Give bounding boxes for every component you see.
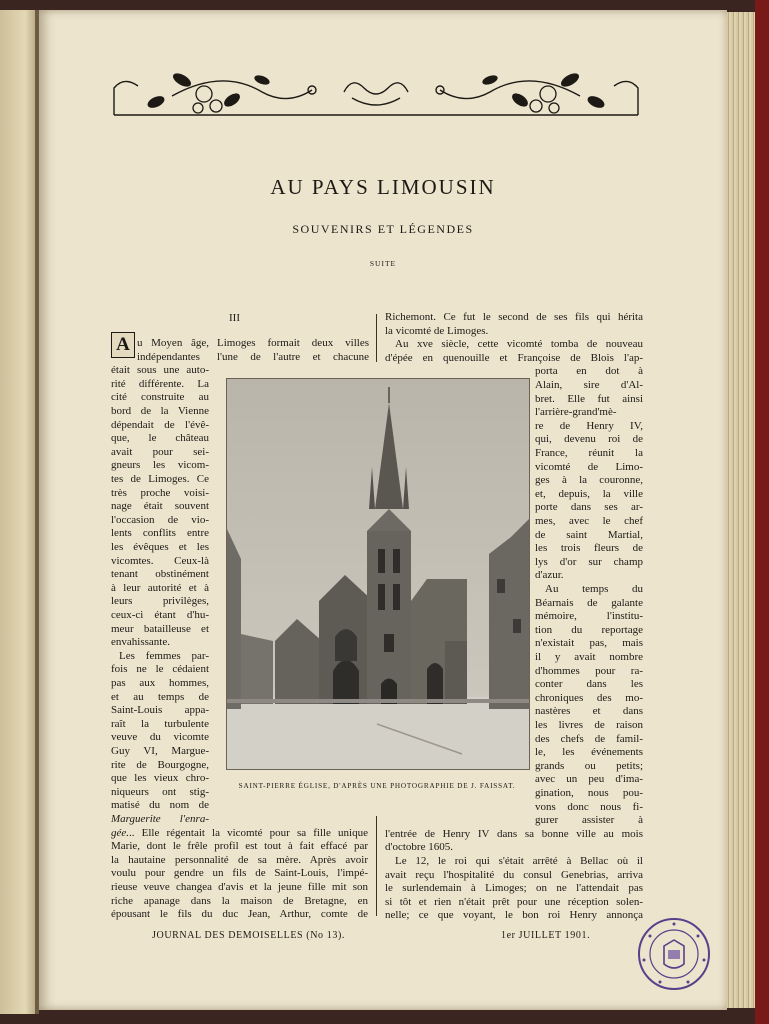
text-line: Les femmes par- xyxy=(119,649,209,662)
text-line: porta en dot à xyxy=(535,365,643,378)
text-line: les trois fleurs de xyxy=(535,542,643,555)
article-title: AU PAYS LIMOUSIN xyxy=(270,175,496,199)
text-line: envahissante. xyxy=(111,636,170,649)
text-line: que, le château xyxy=(111,432,209,445)
text-line: que les vieux chro- xyxy=(111,772,209,785)
text-line: chroniques des mo- xyxy=(535,691,643,704)
text-line: Guy VI, Margue- xyxy=(111,745,209,757)
text-line: vicomtes. Ceux-là xyxy=(111,554,209,567)
text-line: tion du reportage xyxy=(535,623,643,636)
text-line: avait pour sei- xyxy=(111,445,209,458)
text-line: vons donc nous fi- xyxy=(535,800,643,813)
drop-cap: A xyxy=(111,332,135,358)
text-line: qui, devenu roi de xyxy=(535,433,643,446)
text-line: bord de la Vienne xyxy=(111,405,209,417)
text-line: d'épée en quenouille et Françoise de Blois l'ap- xyxy=(385,351,643,364)
text-line: l'occasion de vio- xyxy=(111,513,209,526)
text-line: la hautaine personnalité de sa mère. Après avoir xyxy=(111,853,368,866)
text-line: Béarnais de galante xyxy=(535,596,643,609)
continuation-label: SUITE xyxy=(369,259,397,268)
text-line: Le 12, le roi qui s'était arrêté à Bellac où il xyxy=(395,855,643,867)
text-line: lents conflits entre xyxy=(111,527,209,540)
text-line: ceux-ci étant d'hu- xyxy=(111,609,209,621)
text-line: rité différente. La xyxy=(111,377,209,390)
text-line: avec un peu d'ima- xyxy=(535,773,643,786)
text-line: niqueurs ont stig- xyxy=(111,785,209,798)
text-line: la vicomté de Limoges. xyxy=(385,324,489,337)
text-line: Saint-Louis appa- xyxy=(111,704,209,717)
text-line: et, depuis, la ville xyxy=(535,487,643,500)
text-line: Marie, dont le frêle profil est tout à fait effacé par xyxy=(111,840,368,853)
text-line: l'entrée de Henry IV dans sa bonne ville au mois xyxy=(385,827,643,840)
column-rule-top xyxy=(376,314,377,362)
footer-journal-issue: JOURNAL DES DEMOISELLES (No 13). xyxy=(152,930,345,941)
text-line: il y avait nombre xyxy=(535,651,643,663)
text-line: nage était souvent xyxy=(111,500,209,513)
text-line: le, les événements xyxy=(535,746,643,759)
library-stamp xyxy=(636,916,712,992)
text-line: meur batailleuse et xyxy=(111,622,209,635)
text-line: et au temps de xyxy=(111,690,209,703)
text-line: lys d'or sur champ xyxy=(535,555,643,568)
text-line: Limoges formait deux villes xyxy=(217,337,369,349)
text-line: gination, nous pou- xyxy=(535,787,643,799)
text-line: d'hommes pour ra- xyxy=(535,664,643,677)
text-line: les évêques et les xyxy=(111,541,209,553)
text-line: rite de Bourgogne, xyxy=(111,758,209,771)
text-line: était sous une auto- xyxy=(111,364,209,377)
section-number: III xyxy=(229,312,240,324)
text-line: mes, avec le chef xyxy=(535,515,643,527)
footer-date: 1er JUILLET 1901. xyxy=(501,930,591,941)
text-line: u Moyen âge, xyxy=(137,337,209,349)
text-line: veuve du vicomte xyxy=(111,731,209,744)
text-line: porte dans ses ar- xyxy=(535,501,643,514)
text-line: France, réunit la xyxy=(535,447,643,459)
journal-page xyxy=(39,10,727,1010)
text-line: re de Henry IV, xyxy=(535,419,643,432)
text-line: à leur autorité et à xyxy=(111,581,209,594)
article-subtitle: SOUVENIRS ET LÉGENDES xyxy=(292,222,474,236)
text-line: l'une de l'autre et chacune xyxy=(217,350,369,363)
column-rule-bottom xyxy=(376,816,377,916)
text-line: Au xve siècle, cette vicomté tomba de nouveau xyxy=(395,338,643,351)
text-line: voulu pour gendre un fils de Saint-Louis, l'impé- xyxy=(111,867,368,880)
text-line: Marguerite l'enra- xyxy=(111,813,209,825)
text-line: Au temps du xyxy=(545,583,643,595)
text-line: gneurs les vicom- xyxy=(111,459,209,472)
text-line: gée... Elle régentait la vicomté pour sa fille unique xyxy=(111,826,368,839)
book-cover-edge xyxy=(755,0,769,1024)
floral-header-ornament xyxy=(112,66,640,118)
photo-caption: SAINT-PIERRE ÉGLISE, D'APRÈS UNE PHOTOGRAPHIE DE J. FAISSAT. xyxy=(238,782,516,790)
text-line: dépendait de l'évê- xyxy=(111,418,209,431)
text-line: riche apanage dans la maison de Bretagne, en xyxy=(111,894,368,907)
text-line: très proche voisi- xyxy=(111,486,209,499)
text-line: grands ou petits; xyxy=(535,759,643,772)
text-line: Richemont. Ce fut le second de ses fils qui hérita xyxy=(385,311,643,323)
text-line: l'arrière-grand'mè- xyxy=(535,406,617,419)
text-line: pas aux hommes, xyxy=(111,677,209,689)
text-line: cité construite au xyxy=(111,391,209,404)
text-line: avait reçu l'hospitalité du consul Genebrias, arriva xyxy=(385,868,643,881)
text-line: d'octobre 1605. xyxy=(385,841,453,854)
text-line: fois ne le cédaient xyxy=(111,663,209,676)
text-line: n'existait pas, mais xyxy=(535,637,643,650)
text-line: bret. Elle fut ainsi xyxy=(535,392,643,405)
text-line: indépendantes xyxy=(137,350,200,363)
text-line: leurs privilèges, xyxy=(111,595,209,608)
text-line: nelle; ce que voyant, le bon roi Henry annonça xyxy=(385,909,643,922)
text-line: ges à la couronne, xyxy=(535,474,643,487)
text-line: si tôt et rien n'était prêt pour une réception solen- xyxy=(385,895,643,908)
text-line: de saint Martial, xyxy=(535,528,643,541)
text-line: rieuse veuve changea d'avis et la jeune fille mit son xyxy=(111,881,368,893)
text-line: les livres de raison xyxy=(535,719,643,731)
text-line: gurer assister à xyxy=(535,814,643,827)
text-line: tenant obstinément xyxy=(111,568,209,581)
left-page-edge xyxy=(0,10,36,1014)
text-line: d'azur. xyxy=(535,569,564,582)
text-line: épousant le fils du duc Jean, Arthur, comte de xyxy=(111,908,368,921)
text-line: tes de Limoges. Ce xyxy=(111,473,209,485)
text-line: raît la turbulente xyxy=(111,717,209,730)
text-line: le surlendemain à Limoges; on ne l'attendait pas xyxy=(385,882,643,895)
text-line: matisé du nom de xyxy=(111,799,209,812)
text-line: conter dans les xyxy=(535,678,643,691)
church-photograph xyxy=(226,378,530,770)
text-line: vicomté de Limo- xyxy=(535,460,643,473)
text-line: Alain, sire d'Al- xyxy=(535,379,643,391)
text-line: nastères et dans xyxy=(535,705,643,718)
text-line: mémoire, l'institu- xyxy=(535,610,643,623)
text-line: des chefs de famil- xyxy=(535,732,643,745)
